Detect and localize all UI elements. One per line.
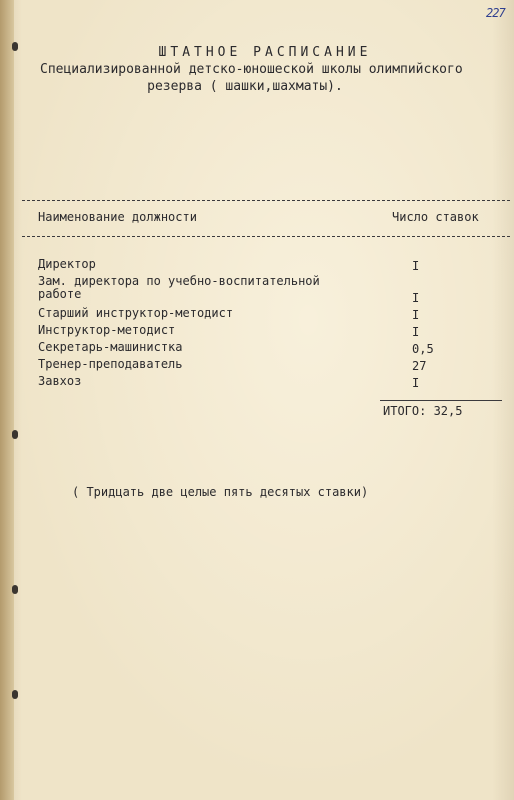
binder-edge bbox=[0, 0, 14, 800]
position-name: Зам. директора по учебно-воспитательной работе bbox=[38, 274, 320, 301]
document-title: ШТАТНОЕ РАСПИСАНИЕ bbox=[158, 45, 372, 60]
binder-hole bbox=[12, 430, 18, 439]
binder-hole bbox=[12, 42, 18, 51]
staff-table bbox=[38, 258, 498, 392]
table-header-rule bbox=[22, 236, 510, 237]
amount-in-words: ( Тридцать две целые пять десятых ставки) bbox=[72, 485, 369, 499]
table-row bbox=[38, 275, 498, 307]
position-name: Тренер-преподаватель bbox=[38, 357, 183, 371]
table-row bbox=[38, 341, 498, 358]
table-row bbox=[38, 358, 498, 375]
table-row bbox=[38, 307, 498, 324]
table-row bbox=[38, 375, 498, 392]
table-top-rule bbox=[22, 200, 510, 201]
position-name: Директор bbox=[38, 257, 96, 271]
position-name: Инструктор-методист bbox=[38, 323, 176, 337]
rate-count: I bbox=[412, 376, 420, 390]
table-row bbox=[38, 324, 498, 341]
rate-count: 0,5 bbox=[412, 342, 434, 356]
rate-count: 27 bbox=[412, 359, 427, 373]
document-subtitle-line-2: резерва ( шашки,шахматы). bbox=[147, 79, 343, 94]
rate-count: I bbox=[412, 308, 420, 322]
total-value: ИТОГО: 32,5 bbox=[383, 404, 463, 418]
position-name: Старший инструктор-методист bbox=[38, 306, 234, 320]
total-rule bbox=[380, 400, 502, 401]
position-name: Секретарь-машинистка bbox=[38, 340, 183, 354]
binder-hole bbox=[12, 690, 18, 699]
position-name: Завхоз bbox=[38, 374, 82, 388]
document-heading bbox=[40, 44, 480, 95]
binder-hole bbox=[12, 585, 18, 594]
folio-number: 227 bbox=[486, 6, 505, 20]
table-row bbox=[38, 258, 498, 275]
column-header-position: Наименование должности bbox=[38, 210, 197, 224]
rate-count: I bbox=[412, 259, 420, 273]
column-header-count: Число ставок bbox=[392, 210, 479, 224]
document-subtitle-line-1: Специализированной детско-юношеской школы олимпийского bbox=[40, 62, 463, 77]
rate-count: I bbox=[412, 325, 420, 339]
rate-count: I bbox=[412, 291, 420, 305]
